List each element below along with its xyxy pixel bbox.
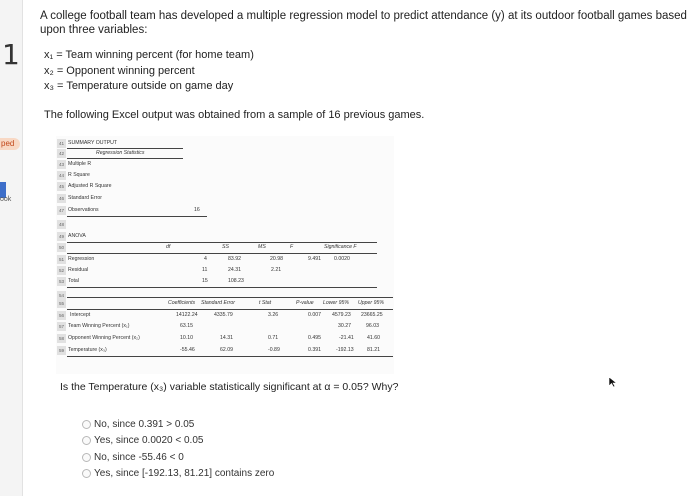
excel-cell: P-value	[296, 300, 314, 306]
sidebar-text: ook	[0, 196, 12, 203]
total-label: Total	[68, 278, 79, 284]
table-row	[56, 334, 394, 344]
question-intro: A college football team has developed a multiple regression model to predict attendance (y) at its outdoor football games based upon three variables:	[40, 10, 687, 36]
status-tag[interactable]: ped	[0, 138, 20, 150]
excel-cell: df	[166, 244, 171, 250]
excel-cell: 20.98	[270, 256, 283, 262]
excel-cell: 63.15	[180, 323, 193, 329]
answer-option-3[interactable]: No, since -55.46 < 0	[82, 452, 184, 463]
excel-cell: 4579.23	[332, 312, 351, 318]
excel-cell: -0.89	[268, 347, 280, 353]
r-square-label: R Square	[68, 172, 90, 178]
excel-cell: 15	[202, 278, 208, 284]
answer-option-4[interactable]: Yes, since [-192.13, 81.21] contains zero	[82, 468, 274, 479]
excel-cell: 2.21	[271, 267, 282, 273]
table-row	[56, 299, 394, 309]
row-number: 41	[58, 141, 65, 146]
excel-cell: Coefficients	[168, 300, 196, 306]
excel-cell: 0.0020	[334, 256, 350, 262]
excel-cell: t Stat	[259, 300, 272, 306]
table-row	[56, 232, 394, 242]
excel-cell: 11	[202, 267, 208, 273]
row-number: 47	[58, 208, 65, 213]
excel-cell: 3.26	[268, 312, 279, 318]
adj-r-square-label: Adjusted R Square	[68, 183, 112, 189]
standard-error-label: Standard Error	[68, 195, 103, 201]
excel-output-image	[56, 136, 394, 374]
variable-x2: x₂ = Opponent winning percent	[44, 64, 195, 77]
excel-cell: -21.41	[339, 335, 354, 341]
table-rule	[67, 309, 393, 310]
row-number: 49	[58, 234, 65, 239]
row-number: 55	[58, 301, 65, 306]
excel-cell: Standard Error	[201, 300, 236, 306]
row-number: 54	[58, 293, 65, 298]
excel-cell: 14.31	[220, 335, 233, 341]
mouse-cursor-icon	[608, 376, 620, 388]
table-row	[56, 277, 394, 287]
row-number: 51	[58, 257, 65, 262]
excel-cell: 62.09	[220, 347, 233, 353]
question-number: 1	[2, 38, 20, 71]
table-row	[56, 206, 394, 216]
variable-list	[44, 48, 254, 95]
radio-button[interactable]	[82, 436, 91, 445]
excel-cell: 0.391	[308, 347, 321, 353]
row-number: 43	[58, 162, 65, 167]
excel-cell: 10.10	[180, 335, 193, 341]
excel-cell: 81.21	[367, 347, 380, 353]
excel-cell: 108.23	[228, 278, 244, 284]
table-row	[56, 171, 394, 181]
row-number: 52	[58, 268, 65, 273]
radio-button[interactable]	[82, 420, 91, 429]
table-rule	[67, 253, 377, 254]
intercept-label: Intercept	[70, 312, 91, 318]
row-number: 56	[58, 313, 65, 318]
anova-label: ANOVA	[68, 233, 86, 239]
summary-title: SUMMARY OUTPUT	[68, 140, 118, 146]
row-number: 53	[58, 279, 65, 284]
radio-button[interactable]	[82, 453, 91, 462]
table-row	[56, 194, 394, 204]
excel-cell: SS	[222, 244, 229, 250]
excel-cell: 0.007	[308, 312, 321, 318]
multiple-r-label: Multiple R	[68, 161, 92, 167]
observations-value: 16	[194, 207, 200, 213]
excel-cell: 0.495	[308, 335, 321, 341]
excel-cell: Lower 95%	[323, 300, 349, 306]
row-number: 46	[58, 196, 65, 201]
table-row	[56, 255, 394, 265]
variable-x3: x₃ = Temperature outside on game day	[44, 80, 234, 92]
table-rule	[67, 356, 393, 357]
row-number: 42	[58, 151, 65, 156]
row-number: 50	[58, 245, 65, 250]
observations-label: Observations	[68, 207, 99, 213]
excel-lead-text: The following Excel output was obtained from a sample of 16 previous games.	[44, 109, 425, 121]
table-row	[56, 160, 394, 170]
table-row	[56, 220, 394, 230]
table-row	[56, 346, 394, 356]
table-rule	[67, 158, 183, 159]
excel-cell: 23665.25	[361, 312, 383, 318]
table-rule	[67, 297, 393, 298]
radio-button[interactable]	[82, 469, 91, 478]
excel-cell: 4335.79	[214, 312, 233, 318]
variable-x1: x₁ = Team winning percent (for home team)	[44, 49, 254, 61]
excel-cell: 24.31	[228, 267, 241, 273]
row-number: 45	[58, 184, 65, 189]
excel-cell: MS	[258, 244, 266, 250]
row-number: 44	[58, 173, 65, 178]
opponent-winning-label: Opponent Winning Percent (x₂)	[68, 335, 140, 341]
row-number: 59	[58, 348, 65, 353]
excel-cell: 0.71	[268, 335, 279, 341]
excel-cell: 4	[204, 256, 207, 262]
table-row	[56, 182, 394, 192]
excel-cell: -192.13	[336, 347, 354, 353]
excel-cell: 83.92	[228, 256, 241, 262]
excel-cell: -55.46	[180, 347, 195, 353]
row-number: 57	[58, 324, 65, 329]
row-number: 48	[58, 222, 65, 227]
table-rule	[67, 216, 207, 217]
team-winning-label: Team Winning Percent (x₁)	[68, 323, 130, 329]
table-row	[56, 266, 394, 276]
excel-cell: Upper 95%	[358, 300, 384, 306]
left-sidebar	[0, 0, 23, 496]
regression-label: Regression	[68, 256, 95, 262]
table-row	[56, 311, 394, 321]
table-row	[56, 322, 394, 332]
excel-cell: 9.491	[308, 256, 321, 262]
temperature-label: Temperature (x₃)	[68, 347, 107, 353]
regression-stats-header: Regression Statistics	[96, 150, 145, 156]
excel-cell: F	[290, 244, 294, 250]
excel-cell: 14122.24	[176, 312, 198, 318]
significance-question: Is the Temperature (x₃) variable statistically significant at α = 0.05? Why?	[60, 381, 399, 393]
answer-option-1[interactable]: No, since 0.391 > 0.05	[82, 419, 194, 430]
excel-cell: 96.03	[366, 323, 379, 329]
excel-cell: 30.27	[338, 323, 351, 329]
row-number: 58	[58, 336, 65, 341]
residual-label: Residual	[68, 267, 89, 273]
table-row	[56, 243, 394, 253]
answer-option-2[interactable]: Yes, since 0.0020 < 0.05	[82, 435, 203, 446]
excel-cell: Significance F	[324, 244, 357, 250]
table-rule	[67, 287, 377, 288]
excel-cell: 41.60	[367, 335, 380, 341]
